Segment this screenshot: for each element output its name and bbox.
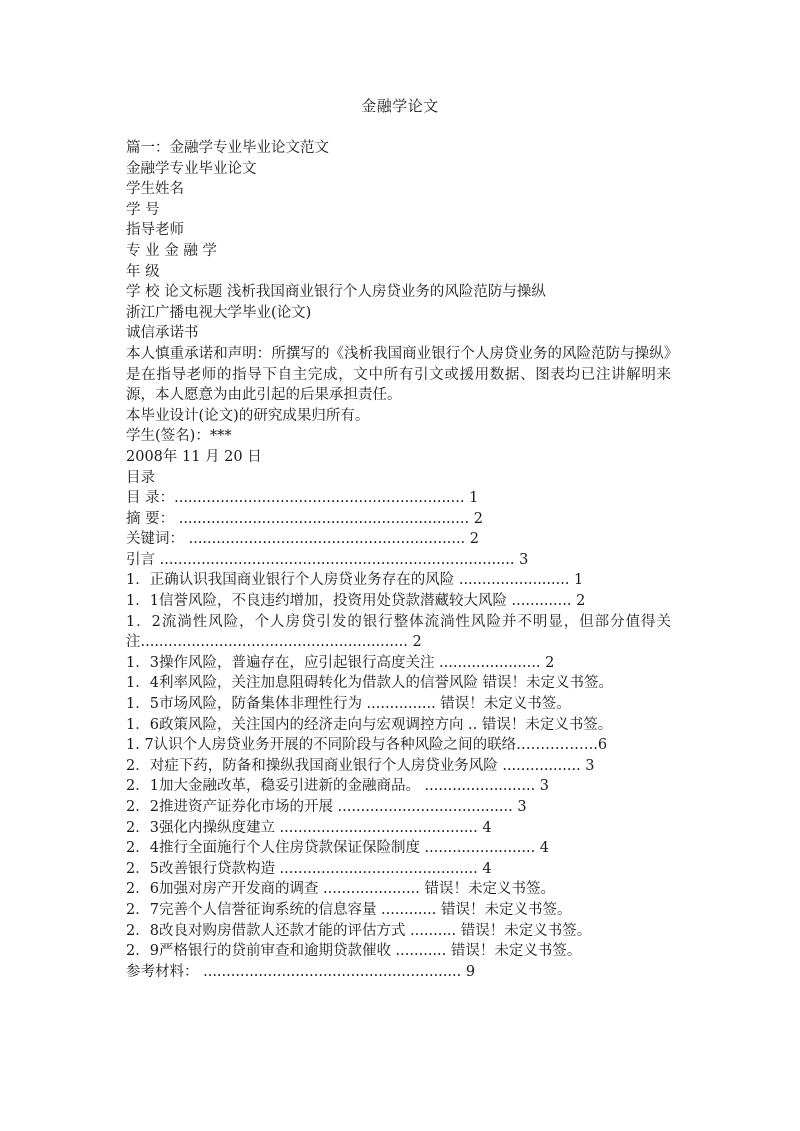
advisor-label: 指导老师 bbox=[126, 222, 184, 239]
toc-entry[interactable]: 2．7完善个人信誉征询系统的信息容量 ............ 错误！未定义书签。 bbox=[126, 901, 572, 918]
toc-entry[interactable]: 2．8改良对购房借款人还款才能的评估方式 .......... 错误！未定义书签。 bbox=[126, 922, 592, 939]
thesis-subtitle: 金融学专业毕业论文 bbox=[126, 160, 257, 177]
toc-entry[interactable]: 1．6政策风险，关注国内的经济走向与宏观调控方向 .. 错误！未定义书签。 bbox=[126, 716, 613, 733]
toc-entry[interactable]: 2．2推进资产证券化市场的开展 ...................................... 3 bbox=[126, 799, 527, 815]
toc-entry[interactable]: 1．3操作风险，普遍存在，应引起银行高度关注 ...................... 2 bbox=[126, 654, 555, 671]
toc-entry[interactable]: 1．1信誉风险，不良违约增加，投资用处贷款潜藏较大风险 ............. 2 bbox=[126, 593, 586, 610]
toc-entry[interactable]: 关键词： ............................................................ 2 bbox=[126, 531, 479, 548]
toc-entry[interactable]: 引言 ............................................................................. 3 bbox=[126, 551, 529, 568]
student-id-label: 学 号 bbox=[126, 201, 160, 218]
toc-entry[interactable]: 参考材料： ........................................................ 9 bbox=[126, 963, 476, 980]
chapter-heading: 篇一：金融学专业毕业论文范文 bbox=[126, 140, 329, 156]
toc-entry[interactable]: 1．正确认识我国商业银行个人房贷业务存在的风险 ........................ 1 bbox=[126, 572, 584, 589]
toc-entry[interactable]: 1．5市场风险，防备集体非理性行为 ............... 错误！未定义书签。 bbox=[126, 696, 571, 713]
toc-entry[interactable]: 2．3强化内操纵度建立 ........................................... 4 bbox=[126, 819, 492, 836]
document-title: 金融学论文 bbox=[361, 97, 439, 115]
university-line: 浙江广播电视大学毕业(论文) bbox=[126, 304, 312, 321]
student-name-label: 学生姓名 bbox=[126, 181, 184, 198]
toc-entry[interactable]: 2．6加强对房产开发商的调查 ..................... 错误！未定义书签。 bbox=[126, 881, 555, 898]
student-signature: 学生(签名)：*** bbox=[126, 428, 232, 445]
toc-entry[interactable]: 1．4利率风险，关注加息阻碍转化为借款人的信誉风险 错误！未定义书签。 bbox=[126, 675, 614, 692]
toc-entry[interactable]: 摘 要： ............................................................... 2 bbox=[126, 510, 483, 527]
toc-entry[interactable]: 2．对症下药，防备和操纵我国商业银行个人房贷业务风险 ................. 3 bbox=[126, 757, 595, 774]
toc-entry[interactable]: 2．5改善银行贷款构造 ........................................... 4 bbox=[126, 860, 492, 877]
major-line: 专 业 金 融 学 bbox=[126, 242, 217, 259]
grade-label: 年 级 bbox=[126, 263, 160, 280]
toc-entry[interactable]: 1．2流淌性风险，个人房贷引发的银行整体流淌性风险并不明显，但部分值得关注.......................................................... 2 bbox=[126, 613, 671, 651]
toc-entry[interactable]: 2．1加大金融改革，稳妥引进新的金融商品。 ........................ 3 bbox=[126, 778, 550, 795]
toc-entry[interactable]: 目 录：............................................................... 1 bbox=[126, 490, 479, 507]
declaration-heading: 诚信承诺书 bbox=[126, 325, 199, 342]
document-body bbox=[126, 138, 671, 982]
thesis-title-line: 学 校 论文标题 浅析我国商业银行个人房贷业务的风险范防与操纵 bbox=[126, 284, 546, 301]
declaration-body: 本人慎重承诺和声明：所撰写的《浅析我国商业银行个人房贷业务的风险范防与操纵》是在指导老师的指导下自主完成，文中所有引文或援用数据、图表均已注讲解明来源，本人愿意为由此引起的后果承担责任。 bbox=[126, 345, 671, 404]
toc-entry[interactable]: 2．4推行全面施行个人住房贷款保证保险制度 ........................ 4 bbox=[126, 840, 550, 857]
toc-entry[interactable]: 1. 7认识个人房贷业务开展的不同阶段与各种风险之间的联络……………..6 bbox=[126, 737, 608, 754]
toc-entry[interactable]: 2．9严格银行的贷前审查和逾期贷款催收 ........... 错误！未定义书签。 bbox=[126, 943, 582, 960]
ownership-statement: 本毕业设计(论文)的研究成果归所有。 bbox=[126, 407, 370, 424]
declaration-date: 2008年 11 月 20 日 bbox=[126, 448, 262, 465]
toc-heading: 目录 bbox=[126, 469, 155, 486]
